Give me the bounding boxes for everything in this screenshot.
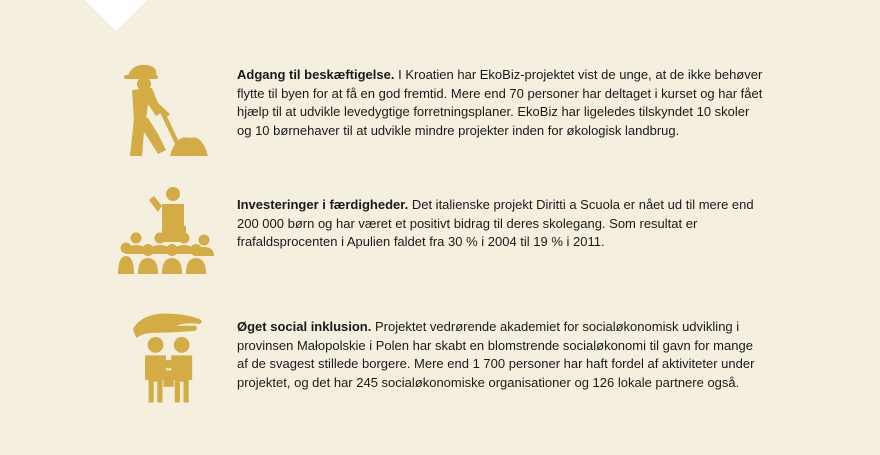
employment-text [237, 66, 767, 140]
protective-hand-people-icon [118, 310, 214, 406]
inclusion-body: Projektet vedrørende akademiet for socialøkonomisk udvikling i provinsen Małopolskie i Polen har skabt en blomstrende socialøkonomi til gavn for mange af de svagest stillede borgere. Mere end 1 700 personer har haft fordel af aktiviteter under projektet, og det har 245 socialøkonomiske organisationer og 126 lokale partnere også. [237, 319, 755, 390]
inclusion-text [237, 318, 767, 392]
worker-shovel-icon [118, 62, 214, 158]
employment-heading: Adgang til beskæftigelse. [237, 67, 395, 82]
employment-body: I Kroatien har EkoBiz-projektet vist de unge, at de ikke behøver flytte til byen for at få en god fremtid. Mere end 70 personer har deltaget i kurset og har fået hjælp til at udvikle levedygtige forretningsplaner. EkoBiz har ligeledes tilskyndet 10 skoler og 10 børnehaver til at udvikle mindre projekter inden for økologisk landbrug. [237, 67, 763, 138]
skills-heading: Investeringer i færdigheder. [237, 197, 409, 212]
skills-body: Det italienske projekt Diritti a Scuola er nået ud til mere end 200 000 børn og har været et positivt bidrag til deres skolegang. Som resultat er frafaldsprocenten i Apulien faldet fra 30 % i 2004 til 19 % i 2011. [237, 197, 754, 249]
skills-text [237, 196, 767, 252]
page-corner-notch [85, 0, 147, 31]
teacher-audience-icon [118, 184, 214, 280]
inclusion-heading: Øget social inklusion. [237, 319, 372, 334]
